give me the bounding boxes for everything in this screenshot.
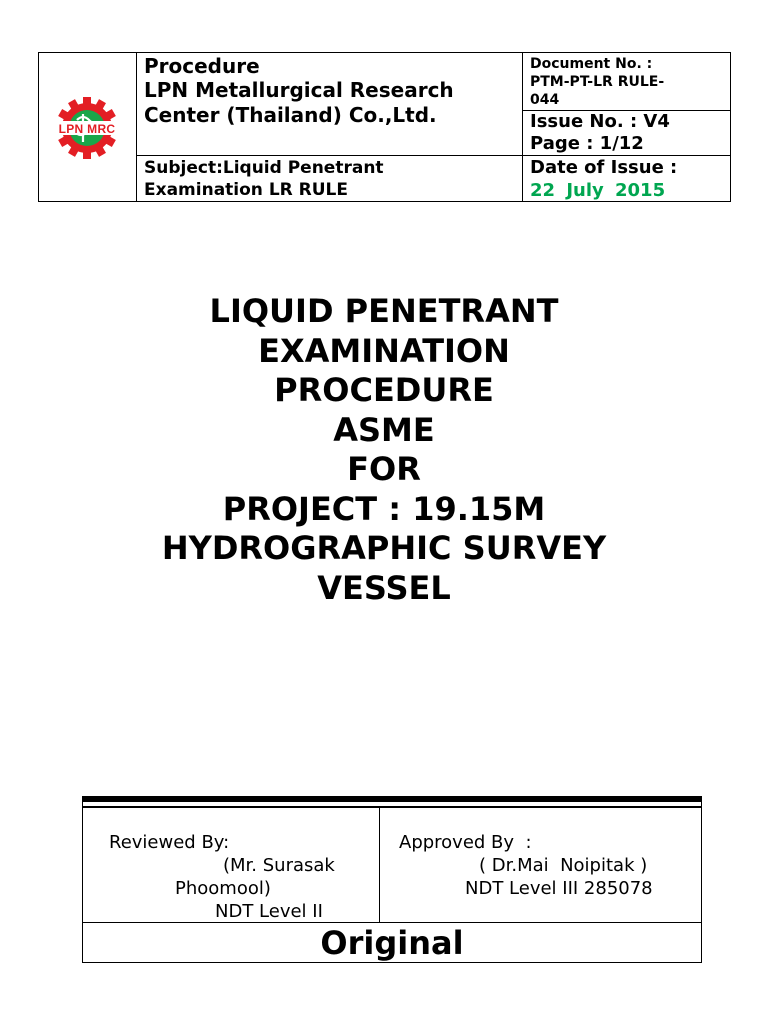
lpn-mrc-logo [39,53,137,201]
title-line: EXAMINATION [258,331,510,370]
title-line: LIQUID PENETRANT [209,292,559,330]
issue-cell [523,111,730,156]
logo-text: LPN MRC [58,122,116,136]
document-title [0,292,768,608]
title-line: PROJECT : 19.15M [222,489,546,528]
procedure-title: Procedure [144,54,260,78]
status-original: Original [320,924,464,962]
reviewed-by-label: Reviewed By: [109,832,230,853]
company-name-line2: Center (Thailand) Co.,Ltd. [144,103,437,127]
divider [83,797,701,802]
reviewer-name-line1: (Mr. Surasak [223,855,335,876]
reviewed-by-section [109,831,359,923]
company-name-line1: LPN Metallurgical Research [144,78,454,102]
procedure-cell [137,53,523,156]
subject-line2: Examination LR RULE [144,180,348,200]
divider [83,806,701,808]
logo-cell [39,53,137,201]
title-line: HYDROGRAPHIC SURVEY [161,529,607,567]
page-number: Page : 1/12 [530,133,644,154]
title-line: VESSEL [317,568,451,607]
document-no-cell [523,53,730,111]
title-line: FOR [347,450,421,488]
reviewer-level: NDT Level II [215,901,323,922]
subject-cell [137,156,523,201]
subject-line1: Subject:Liquid Penetrant [144,158,384,178]
reviewer-name-line2: Phoomool) [175,878,271,899]
date-of-issue-value: 22 July 2015 [530,180,666,201]
divider [379,808,380,922]
approver-name: ( Dr.Mai Noipitak ) [479,855,648,876]
issue-no: Issue No. : V4 [530,111,670,132]
title-line: PROCEDURE [274,371,494,409]
approved-by-section [399,831,689,900]
signature-block [82,796,702,963]
header-table [38,52,731,202]
document-no-label: Document No. : [530,56,653,72]
title-line: ASME [333,410,435,449]
date-cell [523,156,730,201]
approver-level: NDT Level III 285078 [465,878,653,899]
date-of-issue-label: Date of Issue : [530,157,678,178]
document-no-value-line2: 044 [530,92,560,108]
approved-by-label: Approved By : [399,832,532,853]
document-no-value-line1: PTM-PT-LR RULE- [530,74,665,90]
